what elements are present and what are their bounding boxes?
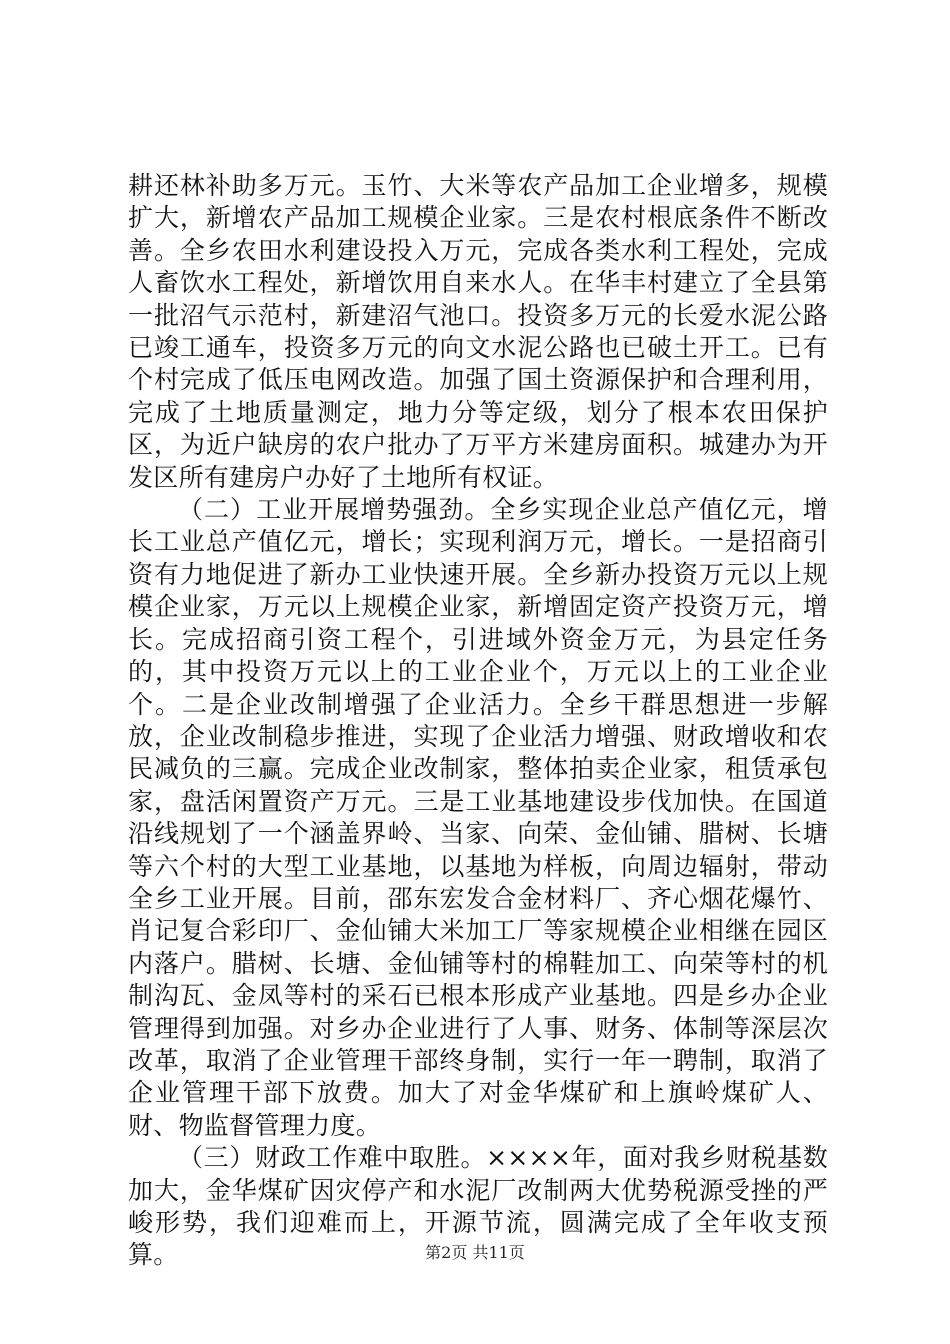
paragraph-continuation: 耕还林补助多万元。玉竹、大米等农产品加工企业增多，规模扩大，新增农产品加工规模企业家。三是农村根底条件不断改善。全乡农田水利建设投入万元，完成各类水利工程处，完成人畜饮水工程处，新增饮用自来水人。在华丰村建立了全县第一批沼气示范村，新建沼气池口。投资多万元的长爱水泥公路已竣工通车，投资多万元的向文水泥公路也已破土开工。已有个村完成了低压电网改造。加强了国土资源保护和合理利用，完成了土地质量测定，地力分等定级，划分了根本农田保护区，为近户缺房的农户批办了万平方米建房面积。城建办为开发区所有建房户办好了土地所有权证。 [128, 171, 828, 492]
page-number-footer: 第2页 共11页 [425, 1243, 525, 1262]
paragraph-industry: （二）工业开展增势强劲。全乡实现企业总产值亿元，增长工业总产值亿元，增长；实现利润万元，增长。一是招商引资有力地促进了新办工业快速开展。全乡新办投资万元以上规模企业家，万元以上规模企业家，新增固定资产投资万元，增长。完成招商引资工程个，引进域外资金万元，为县定任务的，其中投资万元以上的工业企业个，万元以上的工业企业个。二是企业改制增强了企业活力。全乡干群思想进一步解放，企业改制稳步推进，实现了企业活力增强、财政增收和农民减负的三赢。完成企业改制家，整体拍卖企业家，租赁承包家，盘活闲置资产万元。三是工业基地建设步伐加快。在国道沿线规划了一个涵盖界岭、当家、向荣、金仙铺、腊树、长塘等六个村的大型工业基地，以基地为样板，向周边辐射，带动全乡工业开展。目前，邵东宏发合金材料厂、齐心烟花爆竹、肖记复合彩印厂、金仙铺大米加工厂等家规模企业相继在园区内落户。腊树、长塘、金仙铺等村的棉鞋加工、向荣等村的机制沟瓦、金凤等村的采石已根本形成产业基地。四是乡办企业管理得到加强。对乡办企业进行了人事、财务、体制等深层次改革，取消了企业管理干部终身制，实行一年一聘制，取消了企业管理干部下放费。加大了对金华煤矿和上旗岭煤矿人、财、物监督管理力度。 [128, 495, 828, 1140]
paragraph-finance: （三）财政工作难中取胜。××××年，面对我乡财税基数加大，金华煤矿因灾停产和水泥厂改制两大优势税源受挫的严峻形势，我们迎难而上，开源节流，圆满完成了全年收支预算。 [128, 1143, 828, 1270]
document-body [128, 170, 828, 1272]
